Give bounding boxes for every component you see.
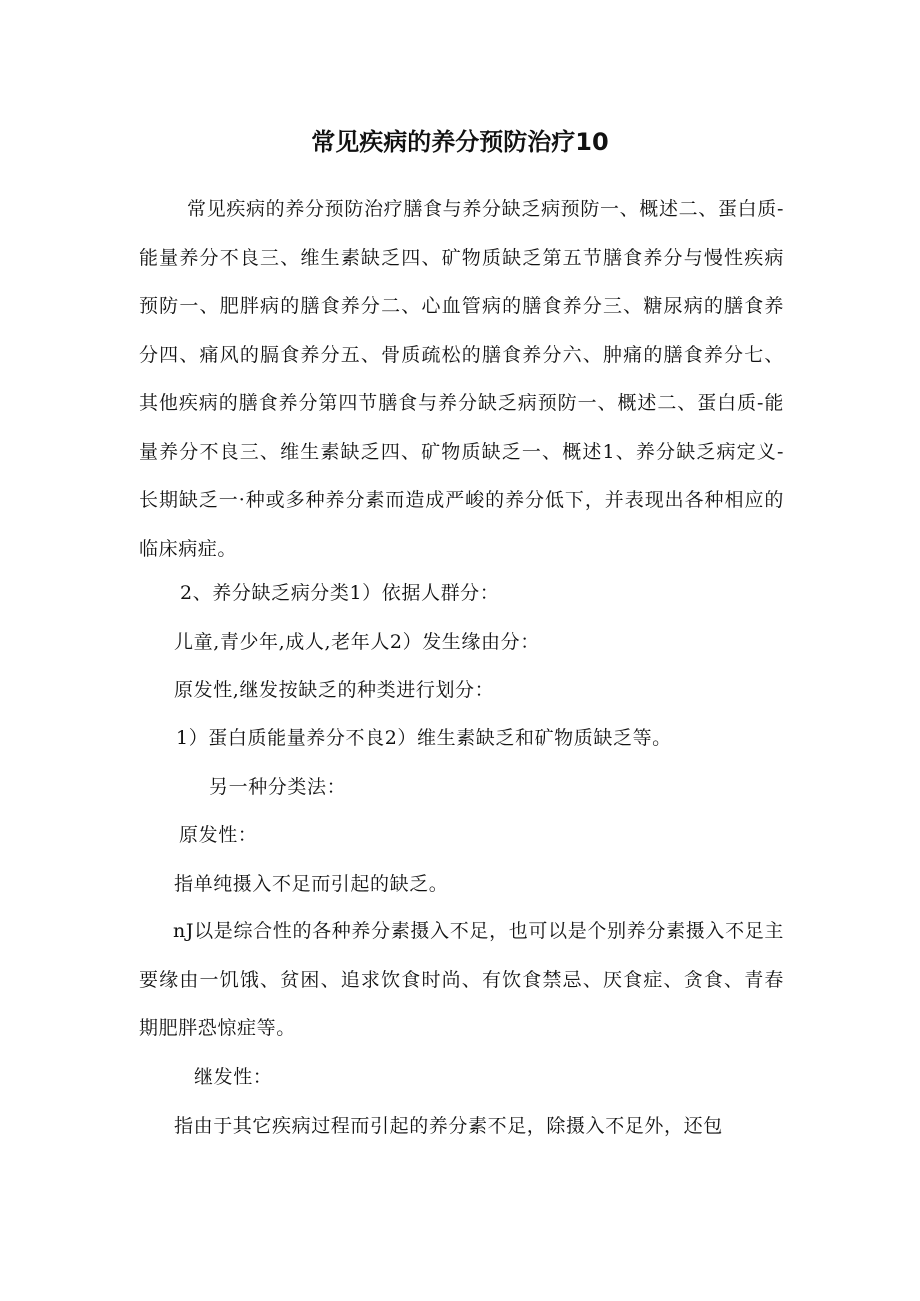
- secondary-definition: 指由于其它疾病过程而引起的养分素不足，除摄入不足外，还包: [174, 1115, 723, 1137]
- kinds-line: 1）蛋白质能量养分不良2）维生素缺乏和矿物质缺乏等。: [176, 727, 672, 749]
- primary-detail-paragraph: nJ以是综合性的各种养分素摄入不足，也可以是个别养分素摄入不足主要缘由一饥饿、贫困、追求饮食时尚、有饮食禁忌、厌食症、贪食、青春期肥胖恐惊症等。: [139, 920, 784, 1039]
- other-method-line: 另一种分类法：: [209, 776, 347, 798]
- types-line: 原发性,继发按缺乏的种类进行划分：: [174, 679, 495, 701]
- secondary-label: 继发性：: [194, 1066, 273, 1088]
- primary-definition: 指单纯摄入不足而引起的缺乏。: [174, 873, 449, 895]
- classification-line: 2、养分缺乏病分类1）依据人群分：: [180, 582, 500, 604]
- primary-label: 原发性：: [179, 824, 258, 846]
- groups-line: 儿童,青少年,成人,老年人2）发生缘由分：: [174, 631, 540, 653]
- document-title: 常见疾病的养分预防治疗10: [311, 128, 609, 156]
- intro-paragraph: 常见疾病的养分预防治疗膳食与养分缺乏病预防一、概述二、蛋白质-能量养分不良三、维生素缺乏四、矿物质缺乏第五节膳食养分与慢性疾病预防一、肥胖病的膳食养分二、心血管病的膳食养分三、糖尿病的膳食养分四、痛风的膈食养分五、骨质疏松的膳食养分六、肿痛的膳食养分七、其他疾病的膳食养分第四节膳食与养分缺乏病预防一、概述二、蛋白质-能量养分不良三、维生素缺乏四、矿物质缺乏一、概述1、养分缺乏病定义-长期缺乏一·种或多种养分素而造成严峻的养分低下，并表现出各种相应的临床病症。: [139, 198, 784, 560]
